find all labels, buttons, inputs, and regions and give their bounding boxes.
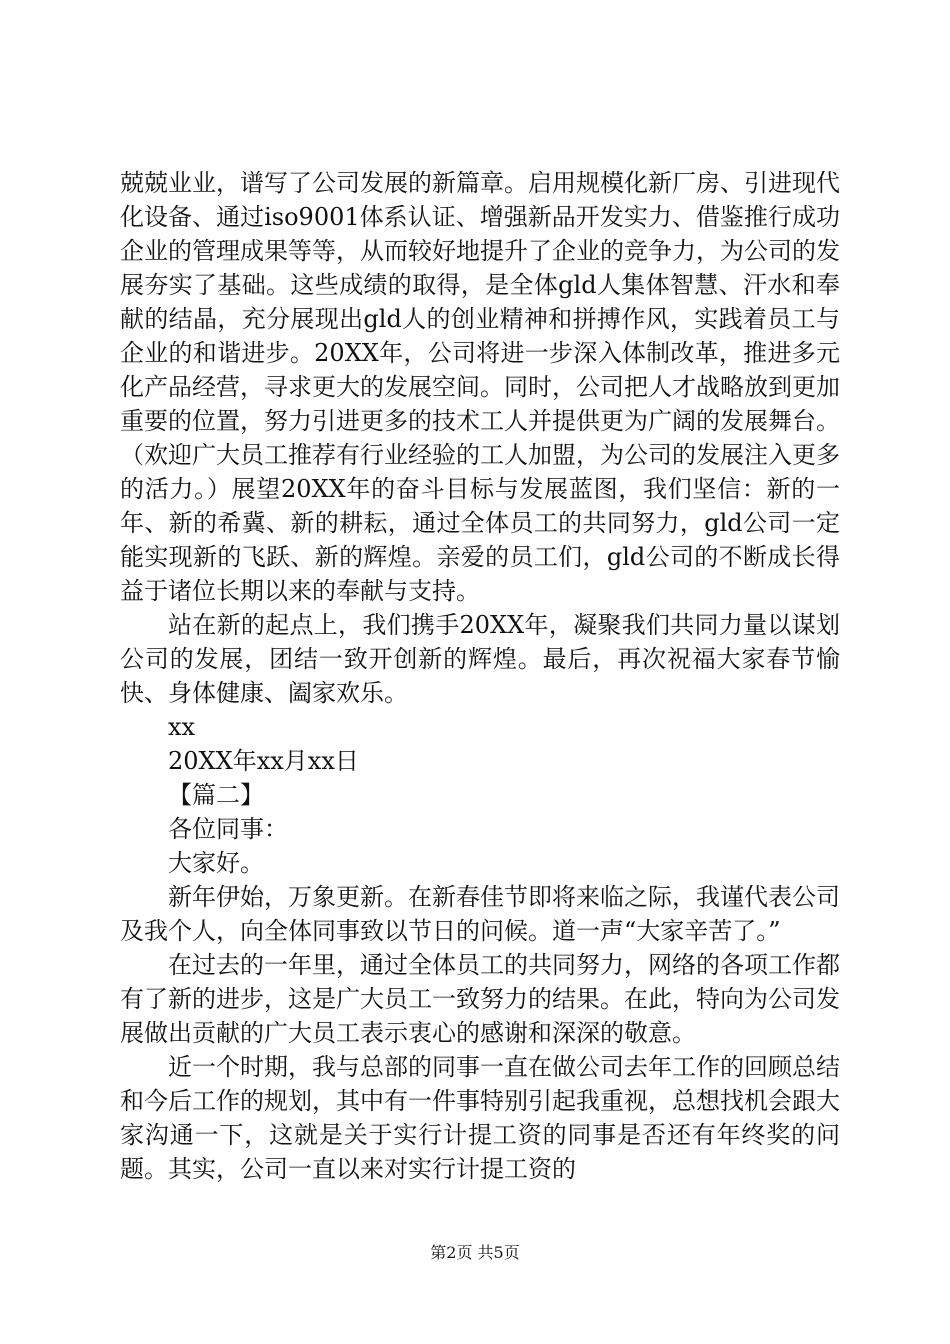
paragraph-past-year: 在过去的一年里，通过全体员工的共同努力，网络的各项工作都有了新的进步，这是广大员工一致努力的结果。在此，特向为公司发展做出贡献的广大员工表示衷心的感谢和深深的敬意。: [120, 951, 840, 1047]
document-body: [120, 166, 840, 1186]
paragraph-new-year: 新年伊始，万象更新。在新春佳节即将来临之际，我谨代表公司及我个人，向全体同事致以节日的问候。道一声“大家辛苦了。”: [120, 883, 840, 945]
paragraph-continuation: 兢兢业业，谱写了公司发展的新篇章。启用规模化新厂房、引进现代化设备、通过iso9001体系认证、增强新品开发实力、借鉴推行成功企业的管理成果等等，从而较好地提升了企业的竞争力，为公司的发展夯实了基础。这些成绩的取得，是全体gld人集体智慧、汗水和奉献的结晶，充分展现出gld人的创业精神和拼搏作风，实践着员工与企业的和谐进步。20XX年，公司将进一步深入体制改革，推进多元化产品经营，寻求更大的发展空间。同时，公司把人才战略放到更加重要的位置，努力引进更多的技术工人并提供更为广阔的发展舞台。（欢迎广大员工推荐有行业经验的工人加盟，为公司的发展注入更多的活力。）展望20XX年的奋斗目标与发展蓝图，我们坚信：新的一年、新的希冀、新的耕耘，通过全体员工的共同努力，gld公司一定能实现新的飞跃、新的辉煌。亲爱的员工们，gld公司的不断成长得益于诸位长期以来的奉献与支持。: [120, 169, 840, 605]
page-number-footer: 第2页 共5页: [430, 1243, 520, 1262]
signature-date: 20XX年xx月xx日: [168, 747, 359, 775]
section-heading: 【篇二】: [168, 781, 264, 809]
greeting: 大家好。: [168, 849, 264, 877]
signature-name: xx: [168, 713, 196, 741]
paragraph-bonus: 近一个时期，我与总部的同事一直在做公司去年工作的回顾总结和今后工作的规划，其中有一件事特别引起我重视，总想找机会跟大家沟通一下，这就是关于实行计提工资的同事是否还有年终奖的问题。其实，公司一直以来对实行计提工资的: [120, 1053, 840, 1183]
paragraph-closing: 站在新的起点上，我们携手20XX年，凝聚我们共同力量以谋划公司的发展，团结一致开创新的辉煌。最后，再次祝福大家春节愉快、身体健康、阖家欢乐。: [120, 611, 840, 707]
salutation: 各位同事：: [168, 815, 288, 843]
